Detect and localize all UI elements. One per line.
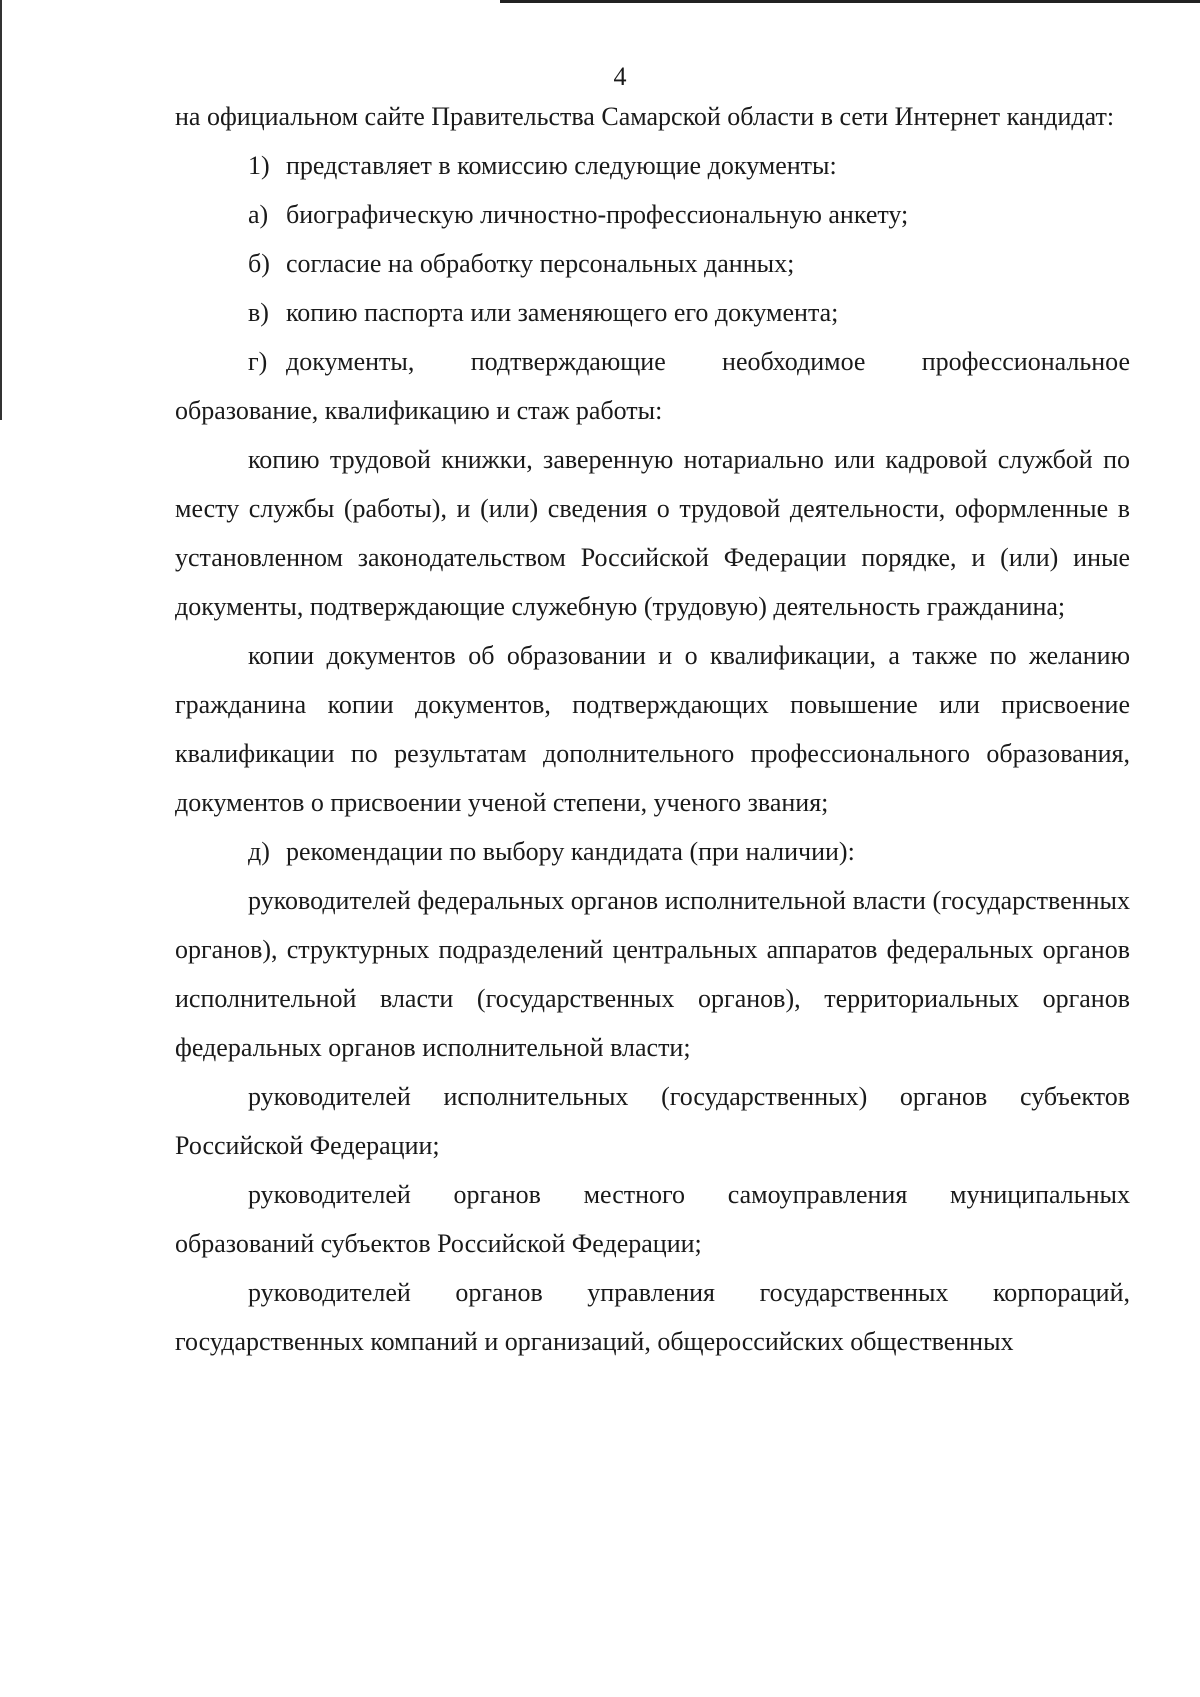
list-item-1 [175, 141, 1130, 190]
list-item-v [175, 288, 1130, 337]
paragraph-regional-heads: руководителей исполнительных (государственных) органов субъектов Российской Федерации; [175, 1082, 1130, 1160]
paragraph-work-record: копию трудовой книжки, заверенную нотариально или кадровой службой по месту службы (работы), и (или) сведения о трудовой деятельности, оформленные в установленном законодательством Российской Федерации порядке, и (или) иные документы, подтверждающие служебную (трудовую) деятельность гражданина; [175, 445, 1130, 621]
list-marker: а) [248, 200, 269, 229]
paragraph-corporation-heads: руководителей органов управления государственных корпораций, государственных компаний и организаций, общероссийских общественных [175, 1278, 1130, 1356]
paragraph-intro: на официальном сайте Правительства Самарской области в сети Интернет кандидат: [175, 102, 1115, 131]
paragraph-federal-heads: руководителей федеральных органов исполнительной власти (государственных органов), структурных подразделений центральных аппаратов федеральных органов исполнительной власти (государственных органов), территориальных органов федеральных органов исполнительной власти; [175, 886, 1130, 1062]
list-marker: д) [248, 837, 270, 866]
list-item-text: рекомендации по выбору кандидата (при наличии): [286, 837, 855, 866]
list-item-text: представляет в комиссию следующие документы: [286, 151, 837, 180]
list-item-a [175, 190, 1130, 239]
list-item-text: документы, подтверждающие необходимое профессиональное образование, квалификацию и стаж работы: [175, 347, 1130, 425]
paragraph-education-docs: копии документов об образовании и о квалификации, а также по желанию гражданина копии документов, подтверждающих повышение или присвоение квалификации по результатам дополнительного профессионального образования, документов о присвоении ученой степени, ученого звания; [175, 641, 1130, 817]
list-marker: в) [248, 298, 269, 327]
list-item-text: копию паспорта или заменяющего его документа; [286, 298, 839, 327]
document-body [175, 92, 1130, 1366]
paragraph-municipal-heads: руководителей органов местного самоуправления муниципальных образований субъектов Российской Федерации; [175, 1180, 1130, 1258]
list-marker: 1) [248, 151, 270, 180]
list-item-text: согласие на обработку персональных данных; [286, 249, 795, 278]
top-edge-rule [500, 0, 1200, 3]
list-item-g [175, 337, 1130, 435]
list-marker: б) [248, 249, 270, 278]
list-item-d [175, 827, 1130, 876]
list-item-text: биографическую личностно-профессиональную анкету; [286, 200, 909, 229]
list-item-b [175, 239, 1130, 288]
list-marker: г) [248, 347, 268, 376]
page-number: 4 [613, 62, 627, 91]
